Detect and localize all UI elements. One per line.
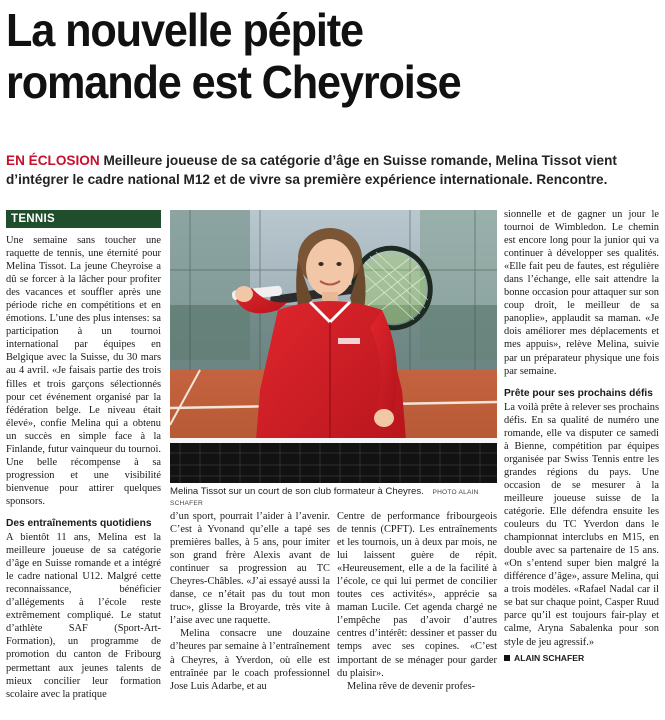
headline-line-2: romande est Cheyroise: [6, 56, 461, 108]
lead-text: Meilleure joueuse de sa catégorie d’âge en Suisse romande, Melina Tissot vient d’intégrer le cadre national M12 et de vivre sa première expérience internationale. Rencontre.: [6, 153, 617, 187]
body-paragraph: La voilà prête à relever ses prochains défis. En sa qualité de numéro une romande, elle va disputer ce samedi à Bienne, compétition par équipes organisée par Swiss Tennis entre les grandes régions du pays. Une occasion de se mesurer à la meilleure joueuse suisse de la catégorie. Elle défendra ensuite les couleurs du TC Yverdon dans le championnat interclubs en M15, en double avec sa partenaire de 15 ans. «On s’entend super bien malgré la différence d’âge», assure Melina, qui a trois modèles. «Rafael Nadal car il se bat sur chaque point, Casper Ruud parce qu’il est toujours fair-play et calme, Aryna Sabalenka pour son style de jeu agressif.»: [504, 401, 659, 648]
body-paragraph: Une semaine sans toucher une raquette de tennis, une éternité pour Melina Tissot. La jeune Cheyroise a dû se forcer à la lâcher pour profiter des vacances et souffler après une période riche en compétitions et en émotions. L’une des plus intenses: sa participation à un tournoi international par équipes en Belgique avec la Suisse, du 30 mars au 4 avril. «Je faisais partie des trois filles et trois garçons sélectionnés pour cet événement organisé par la fédération belge. Le niveau était élevé», confie Melina qui a obtenu un succès en simple face à la Finlande, futur vainqueur du tournoi. Une belle récompense à sa progression et une visibilité bienvenue pour attirer quelques sponsors.: [6, 235, 161, 507]
body-paragraph: Centre de performance fribourgeois de tennis (CPFT). Les entraînements et les tournois, un à deux par mois, ne lui laissent guère de répit. «Heureusement, elle a de la facilité à l’école, ce qui lui permet de concilier toutes ces activités», apprécie sa maman Lucile. Cet agenda chargé ne l’empêche pas d’avoir d’autres centres d’intérêt: dessiner et passer du temps avec ses copines. «C’est important de se ménager pour garder du plaisir».: [337, 511, 497, 679]
body-paragraph: Melina rêve de devenir profes-: [347, 680, 476, 692]
body-paragraph: A bientôt 11 ans, Melina est la meilleure joueuse de sa catégorie d’âge en Suisse romande et a intégré le cadre national U12. Malgré cette reconnaissance, bénéficier d’allégements à l’école reste extrêmement compliqué. Le statut d’athlète SAF (Sport-Art-Formation), un programme de promotion du canton de Fribourg permettant aux jeunes talents de mieux concilier leur formation scolaire avec la pratique: [6, 532, 161, 700]
square-bullet-icon: [504, 655, 510, 661]
headline-line-1: La nouvelle pépite: [6, 4, 363, 56]
body-paragraph: d’un sport, pourrait l’aider à l’avenir. C’est à Yvonand qu’elle a tapé ses premières balles, à 5 ans, pour imiter son grand frère Alexis avant de continuer sa progression au TC Cheyres-Châbles. «J’ai essayé aussi la danse, ce n’était pas du tout mon truc», glisse la Broyarde, très vite à l’aise avec une raquette.: [170, 511, 330, 627]
subheading: Des entraînements quotidiens: [6, 517, 152, 529]
author-name: ALAIN SCHAFER: [514, 652, 585, 663]
photo-caption: [170, 486, 497, 508]
author-byline: [504, 652, 659, 665]
caption-text: Melina Tissot sur un court de son club formateur à Cheyres.: [170, 486, 424, 497]
article-lead: [6, 151, 658, 189]
column-1: [6, 210, 161, 701]
article-photo: [170, 210, 497, 483]
article-headline: [6, 4, 622, 108]
photo-credit: PHOTO ALAIN SCHAFER: [170, 489, 479, 507]
subheading: Prête pour ses prochains défis: [504, 387, 653, 399]
body-paragraph: Melina consacre une douzaine d’heures par semaine à l’entraînement à Cheyres, à Yverdon, où elle est entraînée par le coach professionnel Jose Luis Adarbe, et au: [170, 628, 330, 692]
body-paragraph: sionnelle et de gagner un jour le tournoi de Wimbledon. Le chemin est encore long pour la junior qui va continuer à développer ses qualités. «Elle fait peu de fautes, est régulière dans l’échange, elle sait attendre la bonne occasion pour attaquer sur son coup droit, le meilleur de sa panoplie», applaudit sa maman. «Je dois améliorer mes déplacements et mes appuis», relève Melina, suivie par un préparateur physique une fois par semaine.: [504, 209, 659, 377]
column-3: [337, 510, 497, 693]
lead-kicker: EN ÉCLOSION: [6, 153, 100, 168]
column-4: [504, 208, 659, 665]
section-rubric: TENNIS: [6, 210, 161, 228]
column-2: [170, 510, 330, 693]
tennis-player-photo: [170, 210, 497, 483]
